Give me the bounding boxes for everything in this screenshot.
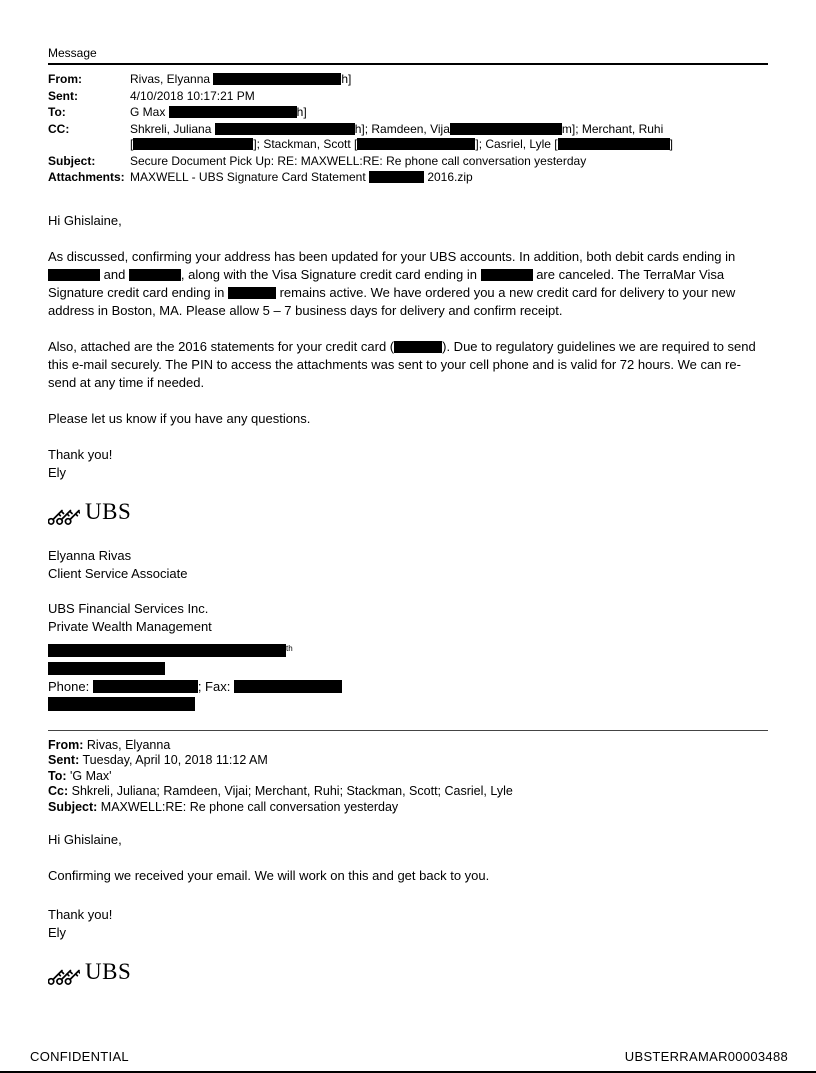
redaction-bar — [369, 171, 424, 183]
signature-phone-fax: Phone: ; Fax: — [48, 678, 768, 696]
quoted-header-subject: Subject: MAXWELL:RE: Re phone call conversation yesterday — [48, 799, 399, 814]
redaction-bar — [558, 138, 670, 150]
ubs-wordmark: UBS — [85, 959, 132, 984]
header-row-subject — [48, 154, 768, 170]
redaction-bar — [481, 269, 533, 281]
email1-closing: Thank you! — [48, 446, 113, 462]
email2-closing: Thank you! — [48, 907, 113, 922]
email1-signoff-name: Ely — [48, 464, 67, 480]
redaction-bar — [48, 644, 286, 657]
signature-email — [48, 696, 768, 714]
field-label: Sent: — [48, 88, 78, 103]
ubs-keys-icon — [48, 958, 80, 985]
message-section-label: Message — [48, 46, 768, 65]
signature-address-line-2 — [48, 660, 768, 678]
redaction-bar — [48, 662, 165, 675]
quoted-email-divider — [48, 730, 768, 731]
email2-header-block — [48, 738, 768, 816]
header-row-attachments — [48, 170, 768, 186]
signature-division: Private Wealth Management — [48, 618, 212, 634]
field-value: Shkreli, Juliana h]; Ramdeen, Vija m]; Merchant, Ruhi [ ]; Stackman, Scott [ ]; Casriel, Lyle [ ] — [130, 121, 673, 151]
ubs-logo — [48, 498, 768, 525]
confidential-label: CONFIDENTIAL — [30, 1049, 129, 1064]
redaction-bar — [234, 680, 342, 693]
field-value: Rivas, Elyanna h] — [130, 72, 352, 86]
field-value: Secure Document Pick Up: RE: MAXWELL:RE: Re phone call conversation yesterday — [130, 153, 587, 168]
field-label: CC: — [48, 121, 70, 136]
redaction-bar — [48, 269, 100, 281]
redaction-bar — [169, 106, 297, 118]
redaction-bar — [129, 269, 181, 281]
signature-title: Client Service Associate — [48, 565, 188, 581]
redaction-bar — [93, 680, 198, 693]
redaction-bar — [228, 287, 276, 299]
bates-number: UBSTERRAMAR00003488 — [624, 1049, 788, 1064]
header-row-cc — [48, 122, 768, 153]
header-row-from — [48, 72, 768, 88]
quoted-header-cc: Cc: Shkreli, Juliana; Ramdeen, Vijai; Merchant, Ruhi; Stackman, Scott; Casriel, Lyle — [48, 784, 513, 798]
email1-paragraph-3: Please let us know if you have any questions. — [48, 410, 311, 426]
field-label: From: — [48, 72, 82, 86]
field-label: Attachments: — [48, 170, 125, 184]
email1-header-block — [48, 72, 768, 186]
ubs-logo — [48, 958, 768, 985]
email2-greeting: Hi Ghislaine, — [48, 832, 122, 847]
field-value: 4/10/2018 10:17:21 PM — [130, 88, 255, 103]
email1-greeting: Hi Ghislaine, — [48, 212, 122, 228]
redaction-bar — [394, 341, 442, 353]
header-row-sent — [48, 89, 768, 105]
redaction-bar — [357, 138, 475, 150]
email2-paragraph-1: Confirming we received your email. We will work on this and get back to you. — [48, 868, 490, 883]
redaction-bar — [48, 697, 195, 711]
redaction-bar — [450, 123, 562, 135]
quoted-header-from: From: Rivas, Elyanna — [48, 737, 171, 752]
redaction-bar — [213, 73, 341, 85]
field-label: To: — [48, 105, 66, 119]
field-value: MAXWELL - UBS Signature Card Statement 2016.zip — [130, 170, 473, 184]
header-row-to — [48, 105, 768, 121]
signature-company: UBS Financial Services Inc. — [48, 600, 209, 616]
field-label: Cc: — [48, 784, 69, 798]
page-footer — [30, 1049, 788, 1064]
field-label: From: — [48, 737, 84, 752]
redaction-bar — [215, 123, 355, 135]
signature-name: Elyanna Rivas — [48, 547, 132, 563]
field-label: Subject: — [48, 153, 96, 168]
ubs-keys-icon — [48, 498, 80, 525]
field-label: Sent: — [48, 753, 80, 767]
ubs-wordmark: UBS — [85, 498, 132, 524]
quoted-header-sent: Sent: Tuesday, April 10, 2018 11:12 AM — [48, 753, 268, 767]
field-value: G Max h] — [130, 105, 307, 119]
quoted-header-to: To: 'G Max' — [48, 768, 112, 783]
email2-signoff-name: Ely — [48, 925, 67, 940]
redaction-bar — [133, 138, 253, 150]
email1-paragraph-1: As discussed, confirming your address has been updated for your UBS accounts. In addition, both debit cards ending in and , along with the Visa Signature credit card ending in are canceled. The TerraMar Visa Signature credit card ending in remains active. We have ordered you a new credit card for delivery to your new address in Boston, MA. Please allow 5 – 7 business days for delivery and confirm receipt. — [48, 248, 736, 318]
field-label: To: — [48, 768, 67, 783]
field-label: Subject: — [48, 799, 98, 814]
email1-paragraph-2: Also, attached are the 2016 statements for your credit card ( ). Due to regulatory guidelines we are required to send this e-mail securely. The PIN to access the attachments was sent to your cell phone and is valid for 72 hours. We can re-send at any time if needed. — [48, 338, 756, 390]
signature-address-line-1: th — [48, 640, 768, 660]
